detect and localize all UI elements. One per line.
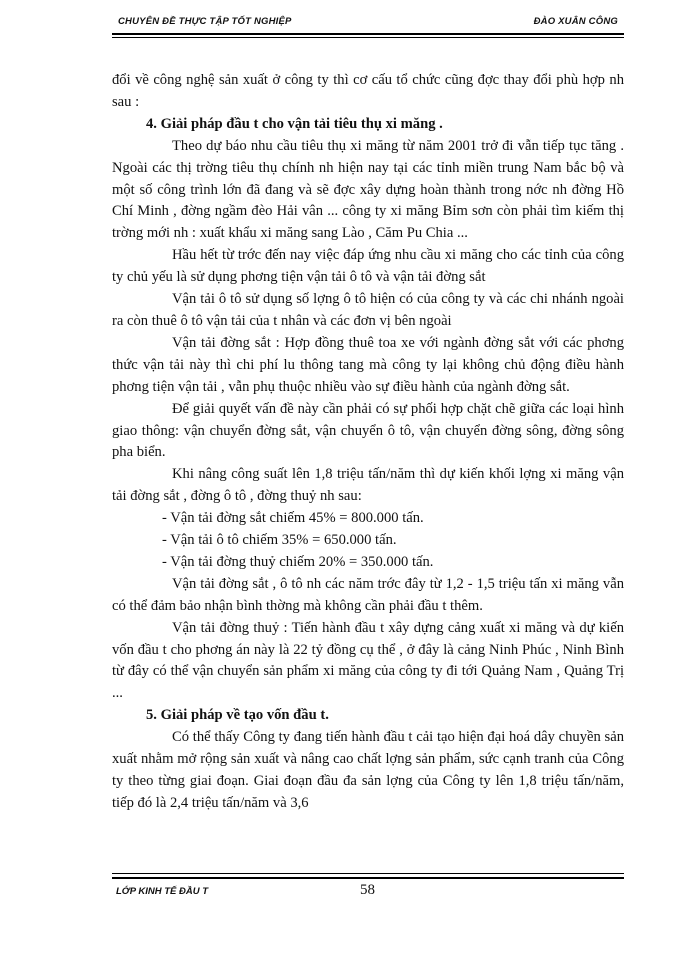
header-title: CHUYÊN ĐỀ THỰC TẬP TỐT NGHIỆP <box>118 16 292 27</box>
footer-rule-thick <box>112 877 624 879</box>
paragraph: Theo dự báo nhu cầu tiêu thụ xi măng từ năm 2001 trở đi vẫn tiếp tục tăng . Ngoài các thị trờng tiêu thụ chính nh hiện nay tại các tỉnh miền trung Nam bắc bộ và một số công trình lớn đã đang và sẽ đợc xây dựng hoàn thành trong nớc nh đờng Hồ Chí Minh , đờng ngầm đèo Hải vân ... công ty xi măng Bỉm sơn còn phải tìm kiếm thị trờng mới nh : xuất khẩu xi măng sang Lào , Căm Pu Chia ... <box>112 137 624 242</box>
header-rule-thick <box>112 33 624 35</box>
footer-rule-thin <box>112 873 624 874</box>
header-rule-thin <box>112 37 624 38</box>
paragraph: đổi về công nghệ sản xuất ở công ty thì cơ cấu tổ chức cũng đợc thay đổi phù hợp nh sau : <box>112 72 624 110</box>
paragraph: Vận tải đờng thuỷ : Tiến hành đầu t xây dựng cảng xuất xi măng và dự kiến vốn đầu t cho phơng án này là 22 tỷ đồng cụ thể , ở đây là cảng Ninh Phúc , Ninh Bình từ đây có thể vận chuyển sản phẩm xi măng của công ty đi tới Quảng Nam , Quảng Trị ... <box>112 619 624 702</box>
section-heading: 4. Giải pháp đầu t cho vận tải tiêu thụ xi măng . <box>146 115 443 132</box>
paragraph: Khi nâng công suất lên 1,8 triệu tấn/năm thì dự kiến khối lợng xi măng vận tải đờng sắt , đờng ô tô , đờng thuỷ nh sau: <box>112 466 624 505</box>
section-heading: 5. Giải pháp về tạo vốn đầu t. <box>146 707 329 724</box>
list-item: - Vận tải đờng thuỷ chiếm 20% = 350.000 tấn. <box>162 553 434 570</box>
list-item: - Vận tải ô tô chiếm 35% = 650.000 tấn. <box>162 532 397 549</box>
paragraph: Để giải quyết vấn đề này cần phải có sự phối hợp chặt chẽ giữa các loại hình giao thông: vận chuyển đờng sắt, vận chuyển ô tô, vận chuyển đờng sông, đờng sông pha biển. <box>112 400 624 461</box>
paragraph: Vận tải ô tô sử dụng số lợng ô tô hiện có của công ty và các chi nhánh ngoài ra còn thuê ô tô vận tải của t nhân và các đơn vị bên ngoài <box>112 291 624 329</box>
page-header <box>112 12 624 36</box>
list-item: - Vận tải đờng sắt chiếm 45% = 800.000 tấn. <box>162 510 424 527</box>
paragraph: Vận tải đờng sắt , ô tô nh các năm trớc đây từ 1,2 - 1,5 triệu tấn xi măng vẫn có thể đảm bảo nhận bình thờng mà không cần phải đầu t thêm. <box>112 575 624 614</box>
paragraph: Vận tải đờng sắt : Hợp đồng thuê toa xe với ngành đờng sắt với các phơng thức vận tải này thì chi phí lu thông tang mà công ty lại không chủ động điều hành phơng tiện vận tải , vẫn phụ thuộc nhiều vào sự điều hành của ngành đờng sắt. <box>112 334 624 395</box>
document-body <box>112 70 624 815</box>
paragraph: Hầu hết từ trớc đến nay việc đáp ứng nhu cầu xi măng cho các tỉnh của công ty chủ yếu là sử dụng phơng tiện vận tải ô tô và vận tải đờng sắt <box>112 247 624 286</box>
page-footer <box>112 870 624 910</box>
header-author: ĐÀO XUÂN CÔNG <box>533 16 618 27</box>
paragraph: Có thể thấy Công ty đang tiến hành đầu t cải tạo hiện đại hoá dây chuyền sản xuất nhằm mở rộng sản xuất và nâng cao chất lợng sản phẩm, sức cạnh tranh của Công ty theo từng giai đoạn. Giai đoạn đầu đa sản lợng của Công ty lên 1,8 triệu tấn/năm, tiếp đó là 2,4 triệu tấn/năm và 3,6 <box>112 729 624 811</box>
footer-class-label: LỚP KINH TẾ ĐẦU T <box>116 886 209 897</box>
page-number: 58 <box>360 882 375 898</box>
